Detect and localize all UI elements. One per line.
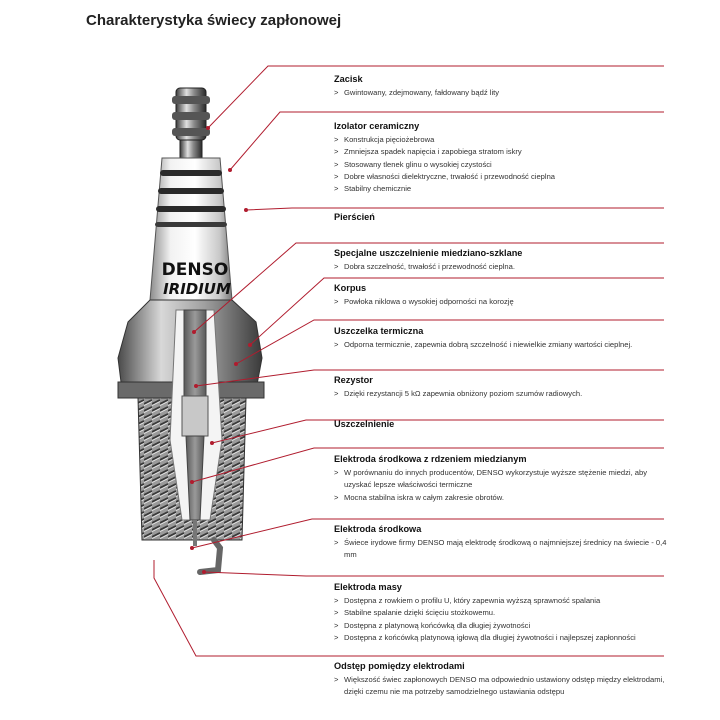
section-title: Uszczelnienie	[334, 419, 395, 429]
section-item: > Stabilne spalanie dzięki ścięciu stożkowemu.	[334, 607, 714, 619]
section-title: Elektroda masy	[334, 582, 402, 592]
section-item: > Stosowany tlenek glinu o wysokiej czystości	[334, 159, 714, 171]
section-item: > Stabilny chemicznie	[334, 183, 714, 195]
section-uszczelnienie-miedziano-szklane	[334, 248, 714, 273]
section-odstep	[334, 661, 714, 699]
section-title: Specjalne uszczelnienie miedziano-szklane	[334, 248, 523, 258]
section-title: Rezystor	[334, 375, 373, 385]
section-uszczelka-termiczna	[334, 326, 714, 351]
section-item: > Gwintowany, zdejmowany, fałdowany bądź lity	[334, 87, 714, 99]
section-title: Korpus	[334, 283, 367, 293]
section-item: > Powłoka niklowa o wysokiej odporności na korozję	[334, 296, 714, 308]
section-title: Elektroda środkowa	[334, 524, 422, 534]
section-title: Odstęp pomiędzy elektrodami	[334, 661, 465, 671]
section-item: > Dobre własności dielektryczne, trwałość i przewodność cieplna	[334, 171, 714, 183]
section-elektroda-srodkowa-miedz	[334, 454, 714, 504]
section-title: Izolator ceramiczny	[334, 121, 420, 131]
section-elektroda-masy	[334, 582, 714, 644]
section-item: > Dzięki rezystancji 5 kΩ zapewnia obniżony poziom szumów radiowych.	[334, 388, 714, 400]
section-item: > Większość świec zapłonowych DENSO ma odpowiednio ustawiony odstęp między elektrodami, dzięki czemu nie ma potrzeby samodzielnego ustawiania odstępu	[334, 674, 674, 699]
section-title: Pierścień	[334, 212, 375, 222]
section-item: > Dostępna z platynową końcówką dla długiej żywotności	[334, 620, 714, 632]
section-title: Uszczelka termiczna	[334, 326, 424, 336]
section-izolator	[334, 121, 714, 195]
section-item: > Mocna stabilna iskra w całym zakresie obrotów.	[334, 492, 714, 504]
section-item: > W porównaniu do innych producentów, DENSO wykorzystuje wyższe stężenie miedzi, aby uzyskać lepsze właściwości termiczne	[334, 467, 674, 492]
section-item: > Dostępna z rowkiem o profilu U, który zapewnia wyższą sprawność spalania	[334, 595, 714, 607]
section-item: > Konstrukcja pięciożebrowa	[334, 134, 714, 146]
section-item: > Zmniejsza spadek napięcia i zapobiega stratom iskry	[334, 146, 714, 158]
section-korpus	[334, 283, 714, 308]
page-title: Charakterystyka świecy zapłonowej	[86, 12, 342, 29]
brand-text: DENSO	[161, 260, 229, 280]
section-title: Elektroda środkowa z rdzeniem miedzianym	[334, 454, 527, 464]
section-uszczelnienie	[334, 419, 714, 432]
section-rezystor	[334, 375, 714, 400]
terminal-part	[172, 88, 210, 160]
model-text: IRIDIUM	[163, 280, 231, 298]
section-title: Zacisk	[334, 74, 363, 84]
section-item: > Dobra szczelność, trwałość i przewodność cieplna.	[334, 261, 714, 273]
ground-electrode-shape	[200, 540, 220, 572]
section-item: > Świece irydowe firmy DENSO mają elektrodę środkową o najmniejszej średnicy na świecie - 0,4 mm	[334, 537, 674, 562]
section-item: > Odporna termicznie, zapewnia dobrą szczelność i niewielkie zmiany wartości cieplnej.	[334, 339, 714, 351]
section-pierscien	[334, 212, 714, 225]
section-zacisk	[334, 74, 714, 99]
section-elektroda-srodkowa	[334, 524, 714, 562]
section-item: > Dostępna z końcówką platynową igłową dla długiej żywotności i najlepszej zapłonności	[334, 632, 714, 644]
